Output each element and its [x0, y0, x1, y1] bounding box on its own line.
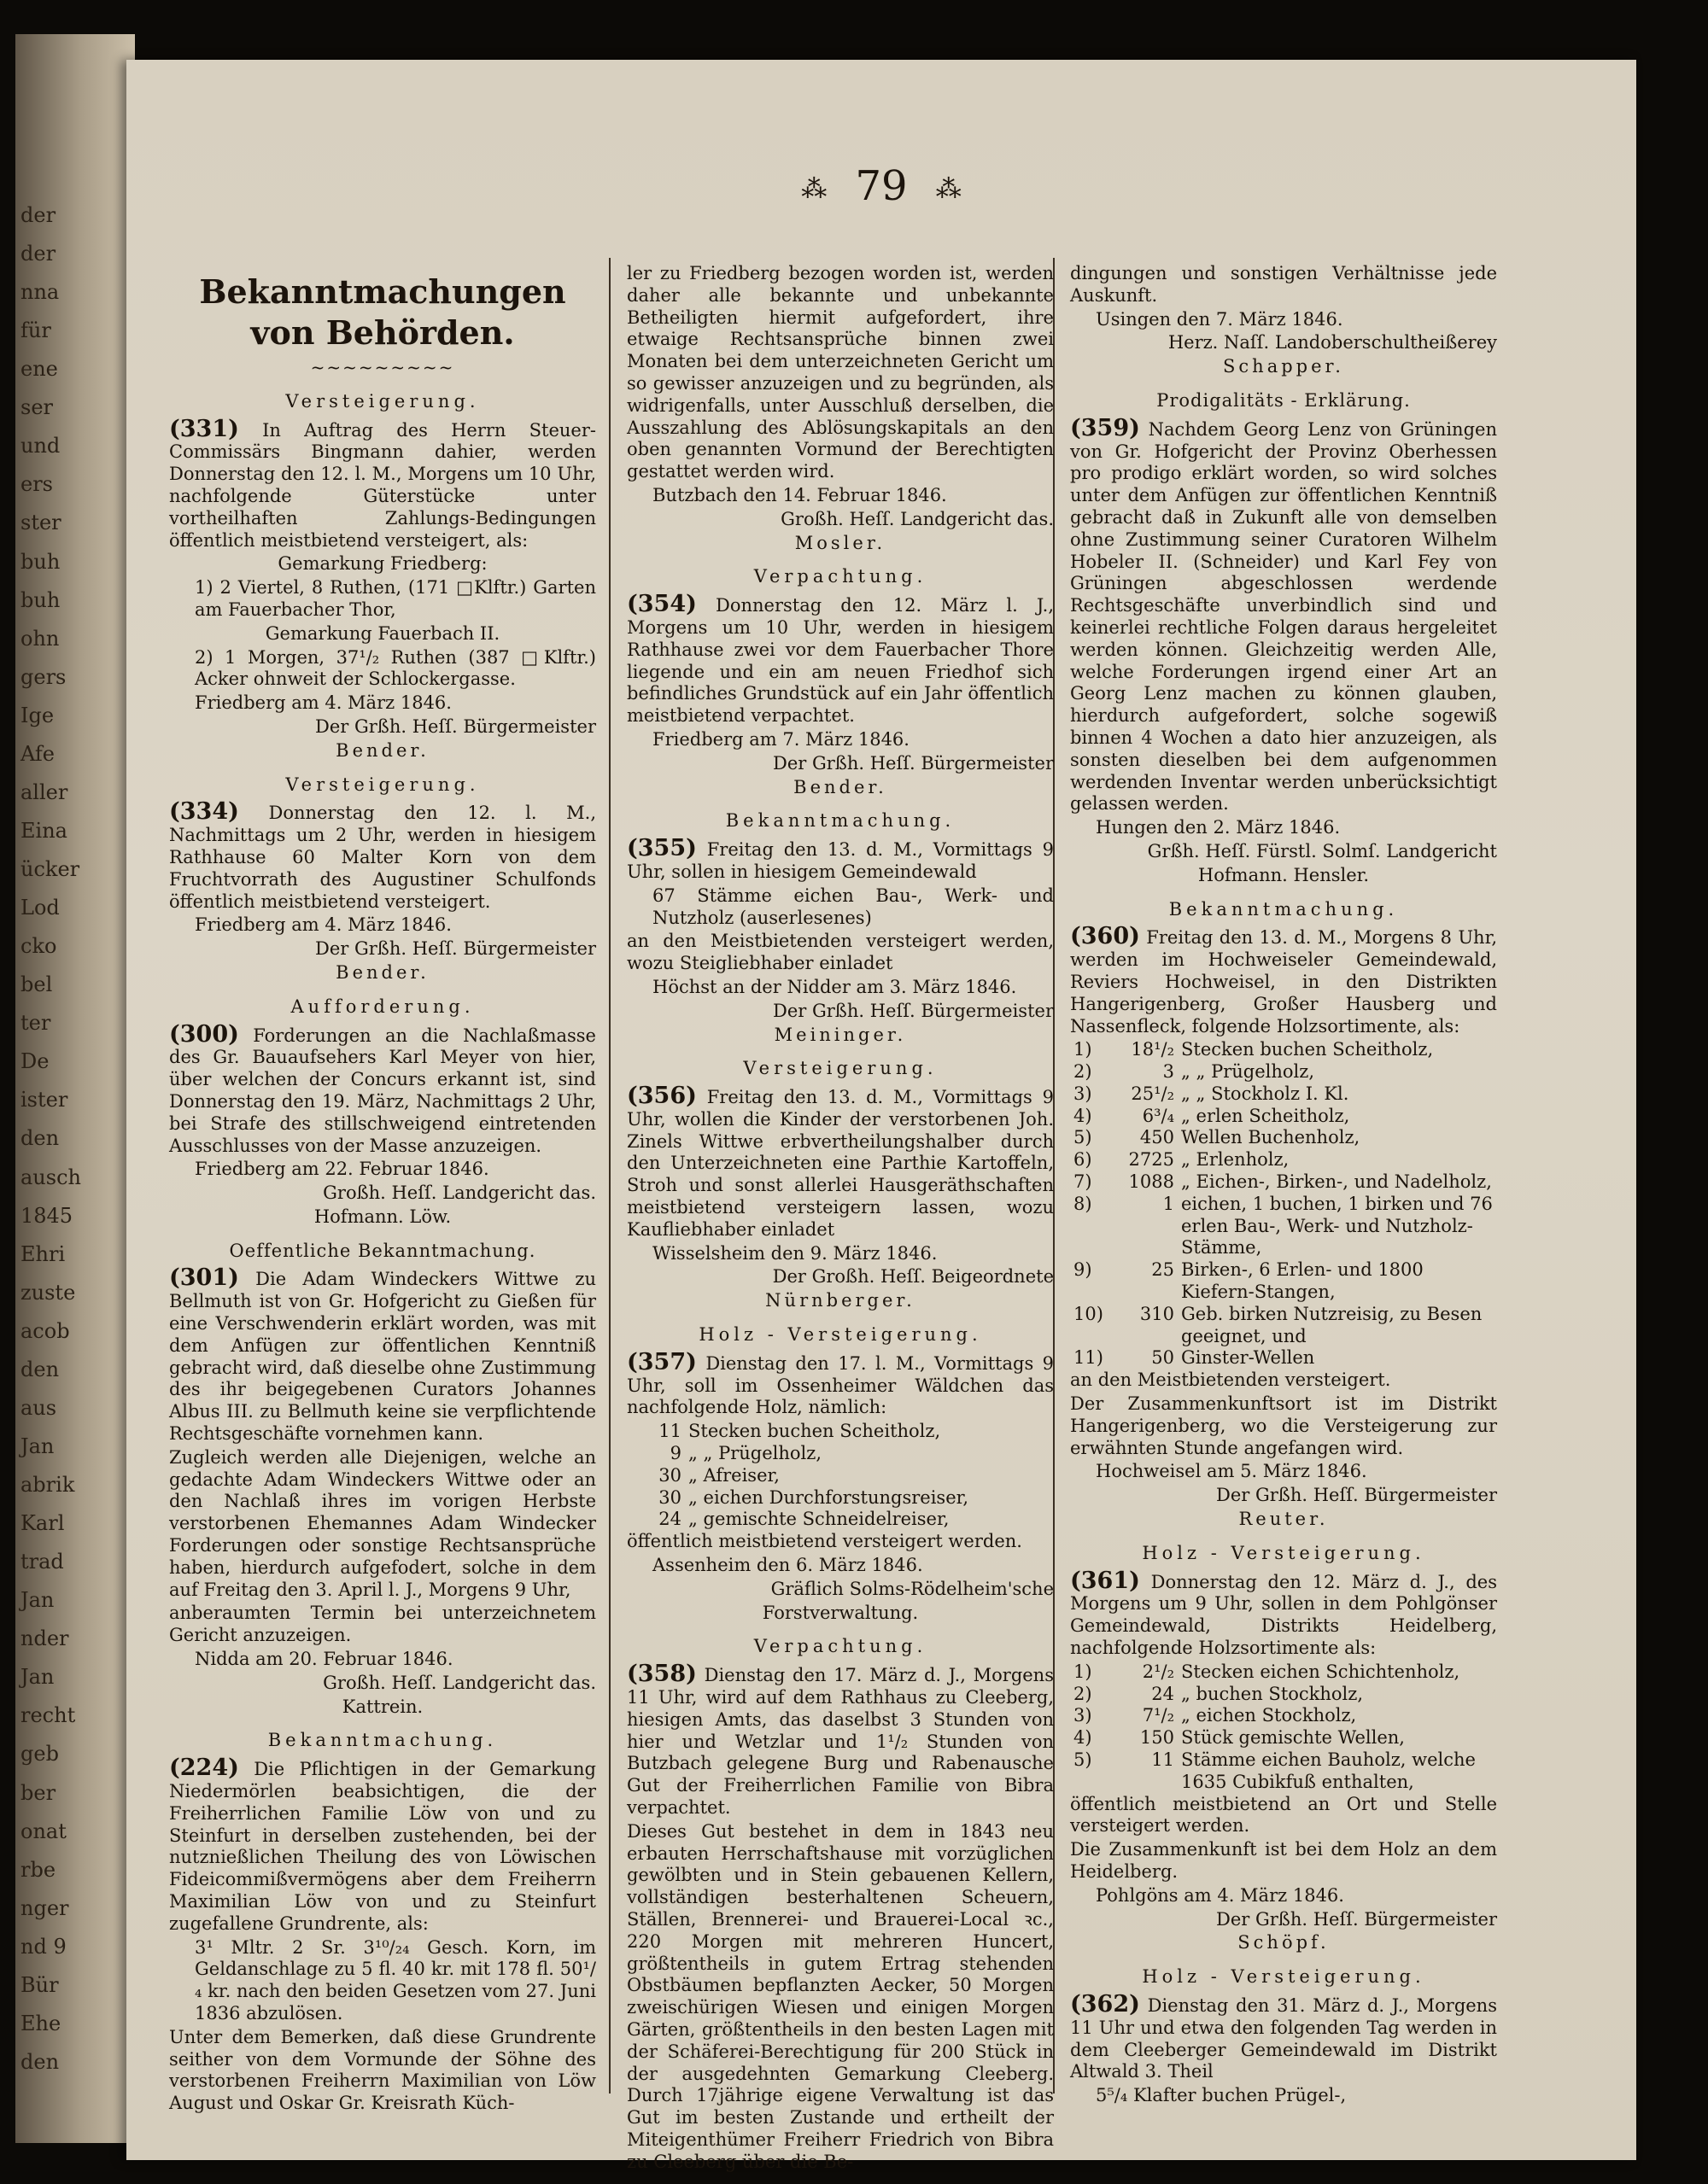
list-row: 11) 50 Ginster-Wellen — [1073, 1347, 1315, 1369]
previous-page-fragment: geb — [20, 1742, 59, 1766]
notice-signature: Herz. Naſſ. Landoberschultheißerey — [1167, 332, 1497, 353]
previous-page-fragment: Afe — [20, 741, 55, 766]
previous-page-fragment: Jan — [20, 1434, 55, 1458]
list-row: 1) 2¹/₂ Stecken eichen Schichtenholz, — [1073, 1661, 1460, 1682]
notice-title: Holz - Versteigerung. — [1142, 1542, 1425, 1563]
notice-text: Die Adam Windeckers Wittwe zu Bellmuth ist von Gr. Hofgericht zu Gießen für eine Verschwenderin erklärt worden, was mit dem Anfügen zur öffentlichen Kenntniß gebracht wird, daß dieselbe ohne Zustimmung des ihr beigegebenen Curators Johannes Albus III. zu Bellmuth keine sie verpflichtende Rechtsgeschäfte vornehmen kann. — [169, 1269, 596, 1445]
previous-page-fragment: Lod — [20, 896, 60, 920]
notice-334 — [169, 774, 596, 984]
notice-place-date: Friedberg am 4. März 1846. — [195, 914, 452, 936]
notice-361 — [1070, 1543, 1497, 1954]
notice-358 — [627, 1636, 1054, 2173]
previous-page-fragment: rbe — [20, 1857, 56, 1882]
column-3 — [1070, 263, 1497, 2109]
notice-signatory: Mosler. — [794, 532, 886, 553]
list-row: 5) 450 Wellen Buchenholz, — [1073, 1127, 1360, 1148]
previous-page-fragment: ter — [20, 1011, 51, 1036]
list-row: 9) 25 Birken-, 6 Erlen- und 1800 Kiefern-Stangen, — [1073, 1259, 1424, 1303]
list-row: 24 „ gemischte Schneidelreiser, — [658, 1509, 950, 1530]
previous-page-fragment: ers — [20, 472, 53, 497]
notice-signature: Der Grßh. Heſſ. Bürgermeister — [1216, 1485, 1497, 1506]
notice-number: (358) — [627, 1661, 697, 1688]
list-row: 7) 1088 „ Eichen-, Birken-, und Nadelholz, — [1073, 1171, 1492, 1193]
notice-text: an den Meistbietenden versteigert werden, wozu Steigliebhaber einladet — [627, 931, 1054, 974]
previous-page-fragment: ister — [20, 1088, 68, 1112]
list-row: 3) 25¹/₂ „ „ Stockholz I. Kl. — [1073, 1083, 1349, 1104]
notice-signatory: Bender. — [793, 776, 887, 797]
list-row: 3) 7¹/₂ „ eichen Stockholz, — [1073, 1705, 1357, 1726]
notice-number: (360) — [1070, 923, 1140, 950]
previous-page-fragment: ücker — [20, 857, 80, 882]
previous-page-fragment: ohn — [20, 626, 60, 651]
previous-page-fragment: 1845 — [20, 1203, 73, 1228]
notice-signature: Grßh. Heſſ. Fürstl. Solmſ. Landgericht — [1147, 840, 1497, 861]
previous-page-fragment: der — [20, 203, 56, 227]
ornament-left: ⁂ — [801, 174, 828, 204]
notice-359 — [1070, 390, 1497, 887]
wood-list-357 — [627, 1421, 1054, 1531]
previous-page-fragment: gers — [20, 664, 67, 689]
notice-224-continued — [627, 263, 1054, 554]
list-item: 1) 2 Viertel, 8 Ruthen, (171 □Klftr.) Garten am Fauerbacher Thor, — [195, 577, 596, 620]
previous-page-fragment: Ige — [20, 703, 55, 727]
page-number-header — [126, 162, 1636, 210]
gemarkung-label: Gemarkung Friedberg: — [278, 553, 488, 575]
notice-signatory: Bender. — [336, 739, 430, 761]
column-1 — [169, 263, 596, 2117]
notice-title: Bekanntmachung. — [725, 810, 956, 832]
notice-text: Donnerstag den 12. März l. J., Morgens um 10 Uhr, werden in hiesigem Rathhause zwei vor dem Fauerbacher Thore liegende und ein am neuen Friedhof sich befindliches Grundstück auf ein Jahr öffentlich meistbietend verpachtet. — [627, 595, 1054, 727]
column-2 — [627, 263, 1054, 2175]
list-row: 2) 3 „ „ Prügelholz, — [1073, 1061, 1315, 1083]
notice-text: öffentlich meistbietend an Ort und Stelle versteigert werden. — [1070, 1793, 1497, 1837]
notice-text: ler zu Friedberg bezogen worden ist, werden daher alle bekannte und unbekannte Betheiligten hiermit aufgefordert, ihre etwaige Rechtsansprüche binnen zwei Monaten bei dem unterzeichneten Gericht um so gewisser anzuzeigen und zu begründen, als widrigenfalls, unter Ausschluß derselben, die Ausszahlung des Ablösungskapitals an den oben genannten Vormund der Berechtigten gestattet werden wird. — [627, 263, 1054, 482]
notice-number: (300) — [169, 1020, 239, 1048]
notice-title: Holz - Versteigerung. — [699, 1324, 982, 1346]
notice-title: Aufforderung. — [290, 996, 475, 1017]
notice-text: Freitag den 13. d. M., Vormittags 9 Uhr, sollen in hiesigem Gemeindewald — [627, 839, 1054, 882]
notice-signature: Der Grßh. Heſſ. Bürgermeister — [773, 1000, 1054, 1021]
notice-300 — [169, 996, 596, 1229]
notice-text: Nachdem Georg Lenz von Grüningen von Gr. Hofgericht der Provinz Oberhessen pro prodigo erklärt worden, so wird solches unter dem Anfügen zur öffentlichen Kenntniß gebracht daß in Zukunft alle von demselben ohne Zustimmung seiner Curatoren Wilhelm Hobeler II. (Schneider) und Karl Fey von Grüningen abgeschlossen werdende Rechtsgeschäfte unverbindlich sind und keinerlei rechtliche Folgen daraus hergeleitet werden können. Gleichzeitig werden Alle, welche Forderungen irgend einer Art an Georg Lenz machen zu können glauben, hierdurch aufgefordert, solche sogewiß binnen 4 Wochen a dato hier anzuzeigen, als sonsten dieselben bei dem aufgenommen werdenden Inventar werden unberücksichtigt gelassen werden. — [1070, 418, 1497, 815]
list-row: 2) 24 „ buchen Stockholz, — [1073, 1683, 1364, 1704]
notice-place-date: Hochweisel am 5. März 1846. — [1096, 1461, 1367, 1482]
previous-page-edge — [15, 34, 135, 2143]
notice-number: (355) — [627, 835, 697, 862]
notice-signatory: Schapper. — [1223, 356, 1344, 377]
notice-title: Versteigerung. — [285, 390, 480, 412]
previous-page-fragment: abrik — [20, 1473, 75, 1498]
previous-page-fragment: nder — [20, 1626, 69, 1651]
list-item: 2) 1 Morgen, 37¹/₂ Ruthen (387 □Klftr.) Acker ohnweit der Schlockergasse. — [195, 646, 596, 690]
notice-text: Die Zusammenkunft ist bei dem Holz an dem Heidelberg. — [1070, 1839, 1497, 1882]
notice-title: Bekanntmachung. — [1168, 898, 1399, 920]
previous-page-fragment: onat — [20, 1819, 67, 1843]
list-row: 4) 150 Stück gemischte Wellen, — [1073, 1727, 1405, 1749]
notice-331 — [169, 391, 596, 762]
notice-title: Prodigalitäts - Erklärung. — [1156, 389, 1411, 411]
heading-ornament: ~~~~~~~~~ — [310, 357, 455, 377]
list-row: 4) 6³/₄ „ erlen Scheitholz, — [1073, 1105, 1350, 1126]
notice-354 — [627, 566, 1054, 798]
previous-page-fragment: für — [20, 318, 51, 343]
notice-text: Dienstag den 31. März d. J., Morgens 11 Uhr und etwa den folgenden Tag werden in dem Cleeberger Gemeindewald im Distrikt Altwald 3. Theil — [1070, 1994, 1497, 2082]
notice-signature: Gräflich Solms-Rödelheim'sche — [770, 1578, 1054, 1599]
notice-301 — [169, 1241, 596, 1719]
notice-title: Versteigerung. — [285, 774, 480, 795]
previous-page-fragment: ster — [20, 511, 61, 535]
previous-page-fragment: ausch — [20, 1165, 81, 1189]
previous-page-fragment: buh — [20, 587, 61, 612]
notice-place-date: Höchst an der Nidder am 3. März 1846. — [652, 976, 1017, 997]
notice-text: Zugleich werden alle Diejenigen, welche an gedachte Adam Windeckers Wittwe oder an den Nachlaß ihres im vorigen Herbste verstorbenen Ehemannes Adam Windecker Forderungen oder sonstige Rechtsansprüche haben, hierdurch aufgefodert, solche in dem auf Freitag den 3. April l. J., Morgens 9 Uhr, — [169, 1446, 596, 1600]
notice-text: Donnerstag den 12. l. M., Nachmittags um 2 Uhr, werden in hiesigem Rathhause 60 Malter Korn von dem Fruchtvorrath des Augustiner Schulfonds öffentlich meistbietend versteigert. — [169, 803, 596, 912]
notice-signatory: Schöpf. — [1237, 1932, 1330, 1953]
section-heading: Bekanntmachungen von Behörden. — [199, 272, 566, 352]
previous-page-fragment: Karl — [20, 1511, 65, 1536]
gemarkung-label: Gemarkung Fauerbach II. — [265, 622, 500, 644]
notice-text: anberaumten Termin bei unterzeichnetem Gericht anzuzeigen. — [169, 1603, 596, 1646]
notice-title: Bekanntmachung. — [267, 1730, 498, 1751]
notice-place-date: Usingen den 7. März 1846. — [1096, 308, 1343, 330]
list-row: 10) 310 Geb. birken Nutzreisig, zu Besen geeignet, und — [1073, 1303, 1483, 1346]
notice-356 — [627, 1058, 1054, 1312]
notice-text: Dienstag den 17. März d. J., Morgens 11 Uhr, wird auf dem Rathhaus zu Cleeberg, hiesigen Amts, das daselbst 3 Stunden von hier und Wetzlar und 1¹/₂ Stunden von Butzbach gelegene Burg und Rabenausche Gut der Freiherrlichen Familie von Bibra verpachtet. — [627, 1665, 1054, 1818]
ornament-right: ⁂ — [935, 174, 962, 204]
notice-signature: Großh. Heſſ. Landgericht das. — [781, 508, 1054, 529]
list-row: 1) 18¹/₂ Stecken buchen Scheitholz, — [1073, 1039, 1434, 1060]
previous-page-fragment: recht — [20, 1703, 76, 1728]
list-row: 30 „ Afreiser, — [658, 1464, 780, 1486]
notice-360 — [1070, 899, 1497, 1531]
list-row: 6) 2725 „ Erlenholz, — [1073, 1149, 1290, 1171]
notice-signatory: Hofmann. Löw. — [313, 1206, 452, 1227]
notice-text: Freitag den 13. d. M., Vormittags 9 Uhr, wollen die Kinder der verstorbenen Joh. Zinels Wittwe erbvertheilungshalber durch den Unterzeichneten eine Parthie Kartoffeln, Stroh und sonst allerlei Hausgeräthschaften meistbietend versteigern lassen, wozu Kaufliebhaber einladet — [627, 1087, 1054, 1240]
notice-place-date: Friedberg am 7. März 1846. — [652, 728, 910, 750]
notice-title: Verpachtung. — [753, 1636, 927, 1657]
list-row: 11 Stecken buchen Scheitholz, — [658, 1421, 941, 1442]
notice-signature: Der Grßh. Heſſ. Bürgermeister — [315, 938, 596, 960]
list-item: 67 Stämme eichen Bau-, Werk- und Nutzholz (auserlesenes) — [652, 885, 1054, 928]
previous-page-fragment: Ehe — [20, 2011, 61, 2035]
notice-place-date: Friedberg am 4. März 1846. — [195, 692, 452, 714]
previous-page-fragment: Jan — [20, 1588, 55, 1613]
previous-page-fragment: nd 9 — [20, 1934, 67, 1959]
notice-text: Die Pflichtigen in der Gemarkung Niedermörlen beabsichtigen, die der Freiherrlichen Familie Löw von und zu Steinfurt in derselben zustehenden, bei der nutznießlichen Theilung des von Löwischen Fideicommißvermögens aber dem Freiherrn Maximilian Löw von und zu Steinfurt zugefallene Grundrente, als: — [169, 1759, 596, 1934]
notice-number: (301) — [169, 1264, 239, 1292]
previous-page-fragment: De — [20, 1049, 50, 1074]
notice-signature: Der Grßh. Heſſ. Bürgermeister — [773, 752, 1054, 774]
previous-page-fragment: Eina — [20, 818, 67, 843]
notice-title: Versteigerung. — [743, 1058, 938, 1079]
previous-page-fragment: und — [20, 434, 61, 458]
previous-page-fragment: den — [20, 2049, 60, 2074]
notice-signature: Der Grßh. Heſſ. Bürgermeister — [315, 715, 596, 737]
newspaper-page — [126, 60, 1636, 2172]
previous-page-fragment: Bür — [20, 1972, 59, 1997]
notice-number: (334) — [169, 798, 239, 826]
column-rule — [609, 258, 611, 2093]
page-number: 79 — [855, 162, 908, 210]
notice-place-date: Wisselsheim den 9. März 1846. — [652, 1242, 938, 1264]
notice-number: (331) — [169, 415, 239, 442]
notice-title: Holz - Versteigerung. — [1142, 1966, 1425, 1988]
list-row: 5) 11 Stämme eichen Bauholz, welche 1635 Cubikfuß enthalten, — [1073, 1749, 1476, 1792]
notice-text: Donnerstag den 12. März d. J., des Morgens um 9 Uhr, sollen in dem Pohlgönser Gemeindewald, Distrikts Heidelberg, nachfolgende Holzsortimente als: — [1070, 1571, 1497, 1659]
wood-list-361 — [1070, 1661, 1497, 1794]
list-item: 5⁵/₄ Klafter buchen Prügel-, — [1096, 2085, 1347, 2106]
previous-page-fragment: Jan — [20, 1665, 55, 1690]
previous-page-fragment: den — [20, 1126, 60, 1151]
notice-place-date: Nidda am 20. Februar 1846. — [195, 1649, 453, 1670]
notice-number: (356) — [627, 1083, 697, 1110]
notice-text: Dieses Gut bestehet in dem in 1843 neu erbauten Herrschaftshause mit vorzüglichen gewölbten und in Stein gebauenen Kellern, vollständigen besterhaltenen Scheuern, Ställen, Brennerei- und Brauerei-Local ꝛc., 220 Morgen mit mehreren Huncert, größtentheils in gutem Ertrag stehenden Obstbäumen bepflanzten Aecker, 50 Morgen zweischürigen Wiesen und einigen Morgen Gärten, größtentheils in den besten Lagen mit der Schäferei-Berechtigung für 200 Stück in der ausgedehnten Gemarkung Cleeberg. Durch 17jährige eigene Verwaltung ist das Gut im besten Zustande und ertheilt der Miteigenthümer Freiherr Friedrich von Bibra zu Cleeberg über die Be- — [627, 1820, 1054, 2172]
previous-page-fragment: nna — [20, 280, 60, 305]
previous-page-fragment: der — [20, 242, 56, 266]
list-row: 8) 1 eichen, 1 buchen, 1 birken und 76 erlen Bau-, Werk- und Nutzholz-Stämme, — [1073, 1193, 1493, 1258]
notice-text: an den Meistbietenden versteigert. — [1070, 1369, 1391, 1391]
notice-text: In Auftrag des Herrn Steuer-Commissärs Bingmann dahier, werden Donnerstag den 12. l. M., Morgens um 10 Uhr, nachfolgende Güterstücke unter vortheilhaften Zahlungs-Bedingungen öffentlich meistbietend versteigert, als: — [169, 419, 596, 551]
previous-page-fragment: Ehri — [20, 1241, 66, 1266]
wood-list-360 — [1070, 1039, 1497, 1369]
notice-signatory: Reuter. — [1238, 1509, 1329, 1530]
list-row: 9 „ „ Prügelholz, — [670, 1443, 822, 1464]
notice-358-continued — [1070, 263, 1497, 378]
previous-page-fragment: zuste — [20, 1280, 76, 1305]
notice-title: Oeffentliche Bekanntmachung. — [229, 1240, 536, 1261]
notice-place-date: Butzbach den 14. Februar 1846. — [652, 484, 947, 505]
notice-signature: Der Grßh. Heſſ. Bürgermeister — [1216, 1908, 1497, 1930]
notice-title: Verpachtung. — [753, 566, 927, 587]
notice-text: dingungen und sonstigen Verhältnisse jede Auskunft. — [1070, 263, 1497, 306]
previous-page-fragment: den — [20, 1357, 60, 1381]
notice-number: (361) — [1070, 1567, 1140, 1594]
notice-357 — [627, 1324, 1054, 1624]
notice-place-date: Hungen den 2. März 1846. — [1096, 817, 1341, 838]
notice-place-date: Pohlgöns am 4. März 1846. — [1096, 1884, 1344, 1906]
notice-224 — [169, 1730, 596, 2115]
previous-page-fragment: ber — [20, 1780, 56, 1805]
notice-number: (224) — [169, 1755, 239, 1782]
previous-page-fragment: cko — [20, 934, 57, 959]
notice-signature: Der Großh. Heſſ. Beigeordnete — [772, 1266, 1054, 1288]
notice-place-date: Friedberg am 22. Februar 1846. — [195, 1159, 489, 1180]
notice-signatory: Kattrein. — [342, 1696, 424, 1717]
notice-text: Forderungen an die Nachlaßmasse des Gr. Bauaufsehers Karl Meyer von hier, über welchen der Concurs erkannt ist, sind Donnerstag den 19. März, Nachmittags 2 Uhr, bei Strafe des stillschweigend eintretenden Ausschlusses von der Masse anzuzeigen. — [169, 1025, 596, 1156]
previous-page-fragment: trad — [20, 1550, 64, 1574]
notice-signature: Großh. Heſſ. Landgericht das. — [323, 1183, 596, 1204]
notice-362 — [1070, 1966, 1497, 2107]
notice-text: Freitag den 13. d. M., Morgens 8 Uhr, werden im Hochweiseler Gemeindewald, Reviers Hochweisel, in den Distrikten Hangerigenberg, Großer Hausberg und Nassenfleck, folgende Holzsortimente, als: — [1070, 927, 1497, 1037]
notice-number: (359) — [1070, 414, 1140, 441]
previous-page-fragment: buh — [20, 549, 61, 574]
notice-signature: Großh. Heſſ. Landgericht das. — [323, 1672, 596, 1693]
previous-page-fragment: aller — [20, 780, 68, 804]
notice-signatory: Nürnberger. — [765, 1290, 915, 1311]
notice-text: Dienstag den 17. l. M., Vormittags 9 Uhr, soll im Ossenheimer Wäldchen das nachfolgende Holz, nämlich: — [627, 1352, 1054, 1418]
previous-page-fragment: ene — [20, 357, 58, 382]
notice-signatory: Forstverwaltung. — [762, 1602, 919, 1623]
previous-page-fragment: aus — [20, 1395, 57, 1420]
previous-page-fragment: ser — [20, 395, 53, 420]
notice-signatory: Bender. — [336, 961, 430, 983]
notice-text: öffentlich meistbietend versteigert werden. — [627, 1531, 1022, 1552]
list-item: 3¹ Mltr. 2 Sr. 3¹⁰/₂₄ Gesch. Korn, im Geldanschlage zu 5 fl. 40 kr. mit 178 fl. 50¹/₄ kr. nach den beiden Gesetzen vom 27. Juni 1836 abzulösen. — [195, 1936, 596, 2023]
notice-number: (357) — [627, 1348, 697, 1375]
notice-number: (354) — [627, 591, 697, 618]
previous-page-fragment: acob — [20, 1318, 70, 1343]
list-row: 30 „ eichen Durchforstungsreiser, — [658, 1486, 969, 1508]
notice-355 — [627, 810, 1054, 1046]
notice-signatory: Meininger. — [774, 1024, 907, 1045]
notice-text: Unter dem Bemerken, daß diese Grundrente seither von dem Vormunde der Söhne des verstorbenen Freiherrn Maximilian von Löw August und Oskar Gr. Kreisrath Küch- — [169, 2026, 596, 2114]
previous-page-fragment: bel — [20, 972, 53, 997]
notice-signatory: Hofmann. Hensler. — [1197, 864, 1370, 885]
notice-place-date: Assenheim den 6. März 1846. — [652, 1555, 923, 1576]
previous-page-fragment: nger — [20, 1895, 69, 1920]
notice-number: (362) — [1070, 1990, 1140, 2018]
notice-text: Der Zusammenkunftsort ist im Distrikt Hangerigenberg, wo die Versteigerung zur erwähnten Stunde angefangen wird. — [1070, 1393, 1497, 1458]
